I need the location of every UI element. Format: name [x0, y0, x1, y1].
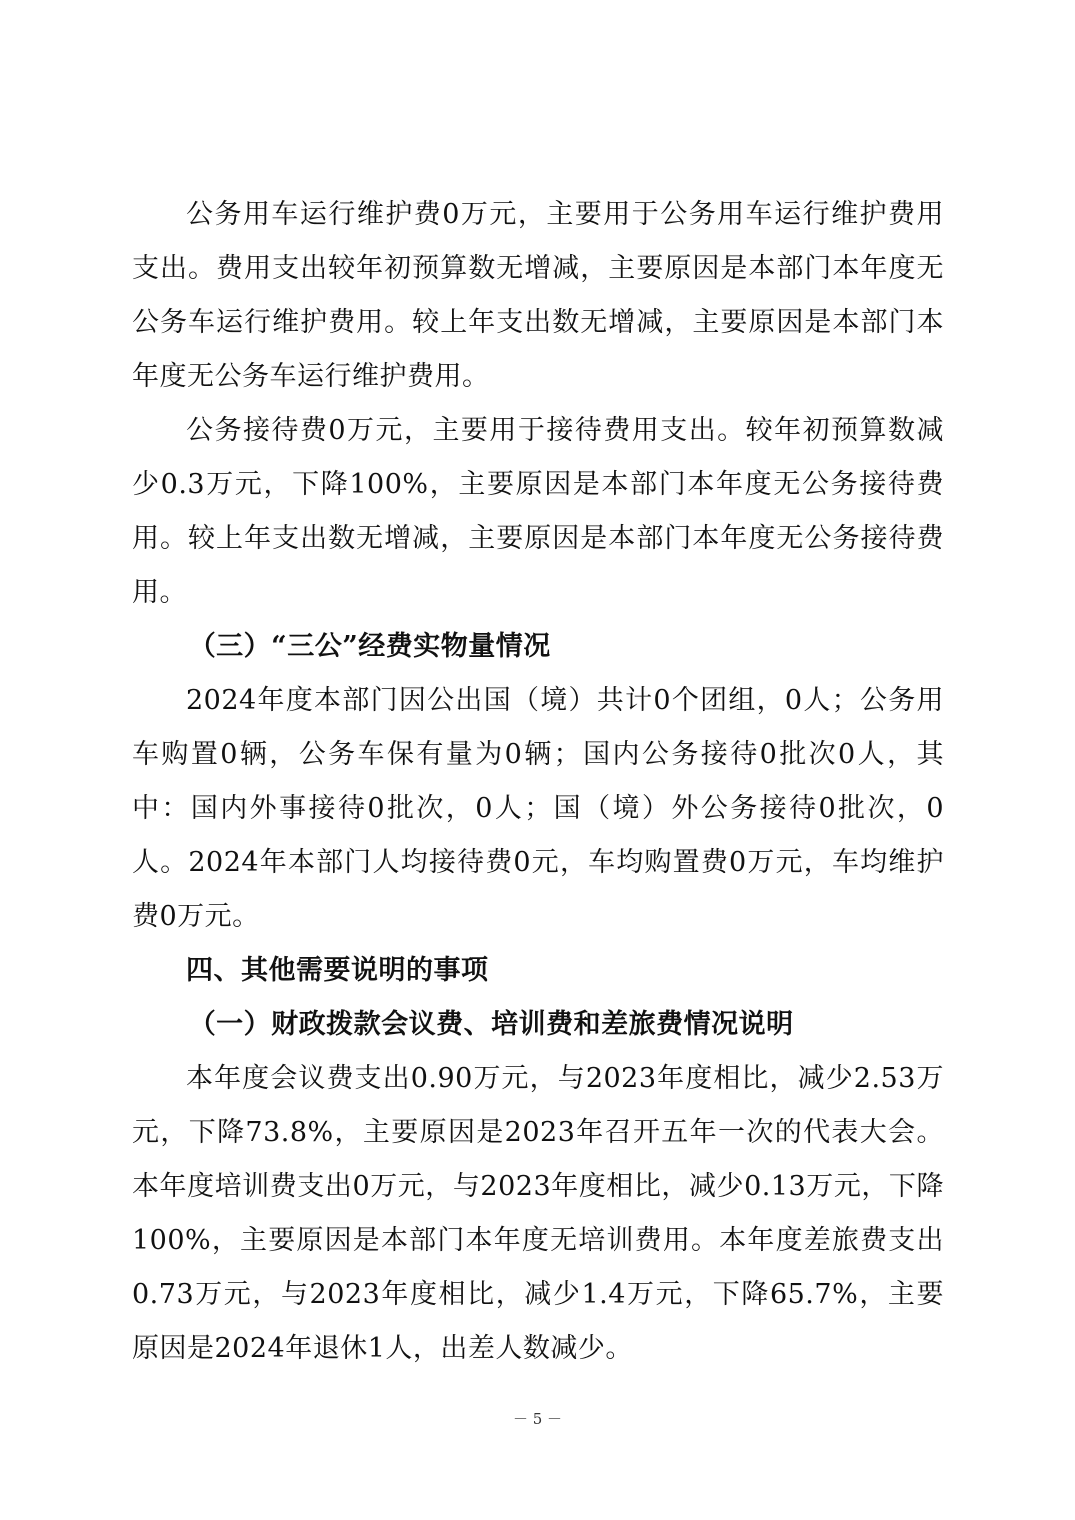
heading-three-public-quantities: （三）“三公”经费实物量情况: [188, 631, 551, 662]
paragraph-meeting-training-travel: 本年度会议费支出0.90万元，与2023年度相比，减少2.53万元，下降73.8%，主要原因是2023年召开五年一次的代表大会。本年度培训费支出0万元，与2023年度相比，减少0.13万元，下降100%，主要原因是本部门本年度无培训费用。本年度差旅费支出0.73万元，与2023年度相比，减少1.4万元，下降65.7%，主要原因是2024年退休1人，出差人数减少。: [132, 1063, 944, 1364]
document-body: [132, 188, 944, 1376]
heading-meeting-training-travel: （一）财政拨款会议费、培训费和差旅费情况说明: [188, 1009, 794, 1040]
paragraph-vehicle-maintenance: 公务用车运行维护费0万元，主要用于公务用车运行维护费用支出。费用支出较年初预算数无增减，主要原因是本部门本年度无公务车运行维护费用。较上年支出数无增减，主要原因是本部门本年度无公务车运行维护费用。: [132, 199, 944, 392]
paragraph-reception-fee: 公务接待费0万元，主要用于接待费用支出。较年初预算数减少0.3万元，下降100%，主要原因是本部门本年度无公务接待费用。较上年支出数无增减，主要原因是本部门本年度无公务接待费用。: [132, 415, 944, 608]
paragraph-physical-quantities: 2024年度本部门因公出国（境）共计0个团组，0人；公务用车购置0辆，公务车保有量为0辆；国内公务接待0批次0人，其中：国内外事接待0批次，0人；国（境）外公务接待0批次，0人。2024年本部门人均接待费0元，车均购置费0万元，车均维护费0万元。: [132, 685, 944, 932]
heading-other-matters: 四、其他需要说明的事项: [186, 955, 489, 986]
page-number: － 5 －: [512, 1410, 563, 1428]
